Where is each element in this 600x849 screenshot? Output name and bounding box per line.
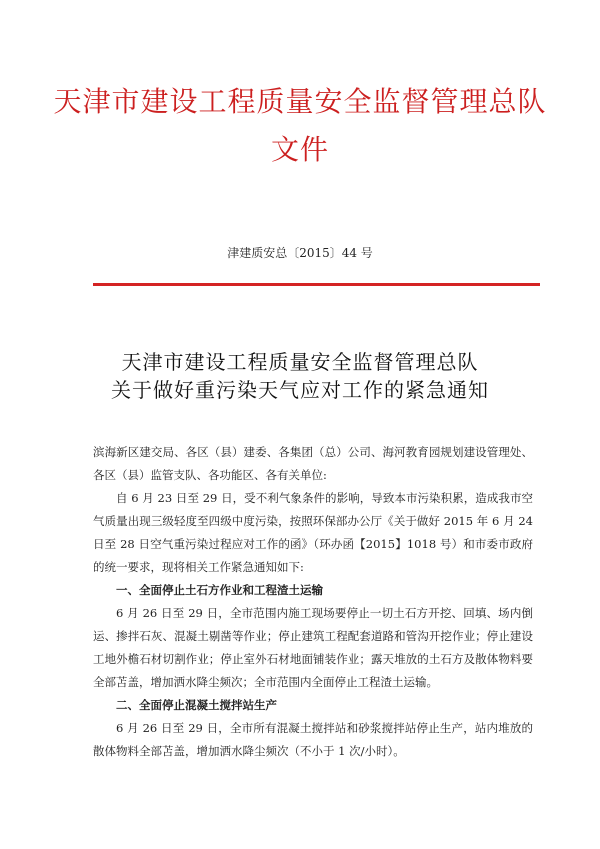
section-heading-1: 一、全面停止土石方作业和工程渣土运输 bbox=[116, 583, 323, 597]
recipients-paragraph: 滨海新区建交局、各区（县）建委、各集团（总）公司、海河教育园规划建设管理处、各区（县）监管支队、各功能区、各有关单位: bbox=[93, 445, 533, 482]
issuer-header-line2: 文件 bbox=[270, 133, 329, 166]
issuer-header-line1: 天津市建设工程质量安全监督管理总队 bbox=[53, 85, 547, 118]
intro-paragraph: 自 6 月 23 日至 29 日，受不利气象条件的影响，导致本市污染积累，造成我市空气质量出现三级轻度至四级中度污染，按照环保部办公厅《关于做好 2015 年 6 月 24 日至 28 日空气重污染过程应对工作的函》（环办函【2015】1018 号）和市委市政府的统一要求，现将相关工作紧急通知如下: bbox=[93, 491, 533, 574]
red-divider-line bbox=[93, 283, 540, 286]
section-text-1: 6 月 26 日至 29 日，全市范围内施工现场要停止一切土石方开挖、回填、场内倒运、掺拌石灰、混凝土剔凿等作业；停止建筑工程配套道路和管沟开挖作业；停止建设工地外檐石材切割作业；停止室外石材地面铺装作业；露天堆放的土石方及散体物料要全部苫盖，增加洒水降尘频次；全市范围内全面停止工程渣土运输。 bbox=[93, 606, 533, 689]
section-heading-2: 二、全面停止混凝土搅拌站生产 bbox=[116, 698, 277, 712]
section-text-2: 6 月 26 日至 29 日，全市所有混凝土搅拌站和砂浆搅拌站停止生产，站内堆放的散体物料全部苫盖，增加洒水降尘频次（不小于 1 次/小时）。 bbox=[93, 721, 533, 758]
notice-title-line2: 关于做好重污染天气应对工作的紧急通知 bbox=[111, 378, 489, 402]
document-body bbox=[93, 441, 533, 763]
document-number: 津建质安总〔2015〕44 号 bbox=[227, 246, 373, 260]
notice-title-line1: 天津市建设工程质量安全监督管理总队 bbox=[121, 350, 479, 374]
